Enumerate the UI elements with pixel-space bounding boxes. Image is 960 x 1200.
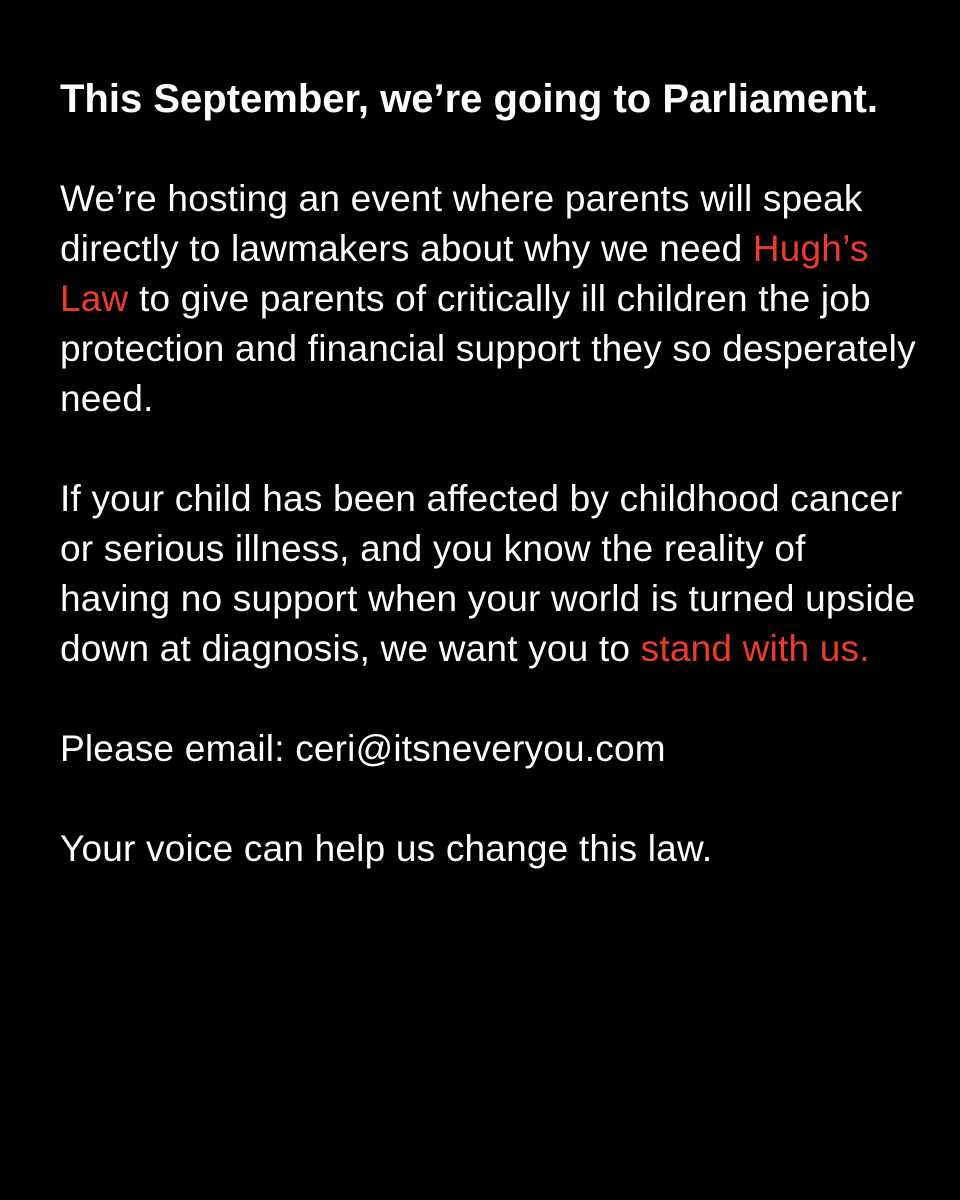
hughs-law-highlight: Hugh’s Law: [60, 228, 869, 319]
event-text-after: to give parents of critically ill children the job protection and financial support they so desperately need.: [60, 278, 916, 419]
event-paragraph: [60, 174, 920, 424]
spacer: [60, 424, 920, 474]
headline: This September, we’re going to Parliament.: [60, 77, 878, 121]
call-text-before: If your child has been affected by childhood cancer or serious illness, and you know the reality of having no support when your world is turned upside down at diagnosis, we want you to: [60, 478, 916, 669]
call-paragraph: [60, 474, 920, 674]
stand-with-us-highlight: stand with us.: [640, 628, 870, 669]
announcement-post: [60, 74, 920, 874]
spacer: [60, 124, 920, 174]
spacer: [60, 674, 920, 724]
event-text-before: We’re hosting an event where parents will speak directly to lawmakers about why we need: [60, 178, 863, 269]
closing-line: Your voice can help us change this law.: [60, 828, 713, 869]
email-line: Please email: ceri@itsneveryou.com: [60, 728, 666, 769]
spacer: [60, 774, 920, 824]
